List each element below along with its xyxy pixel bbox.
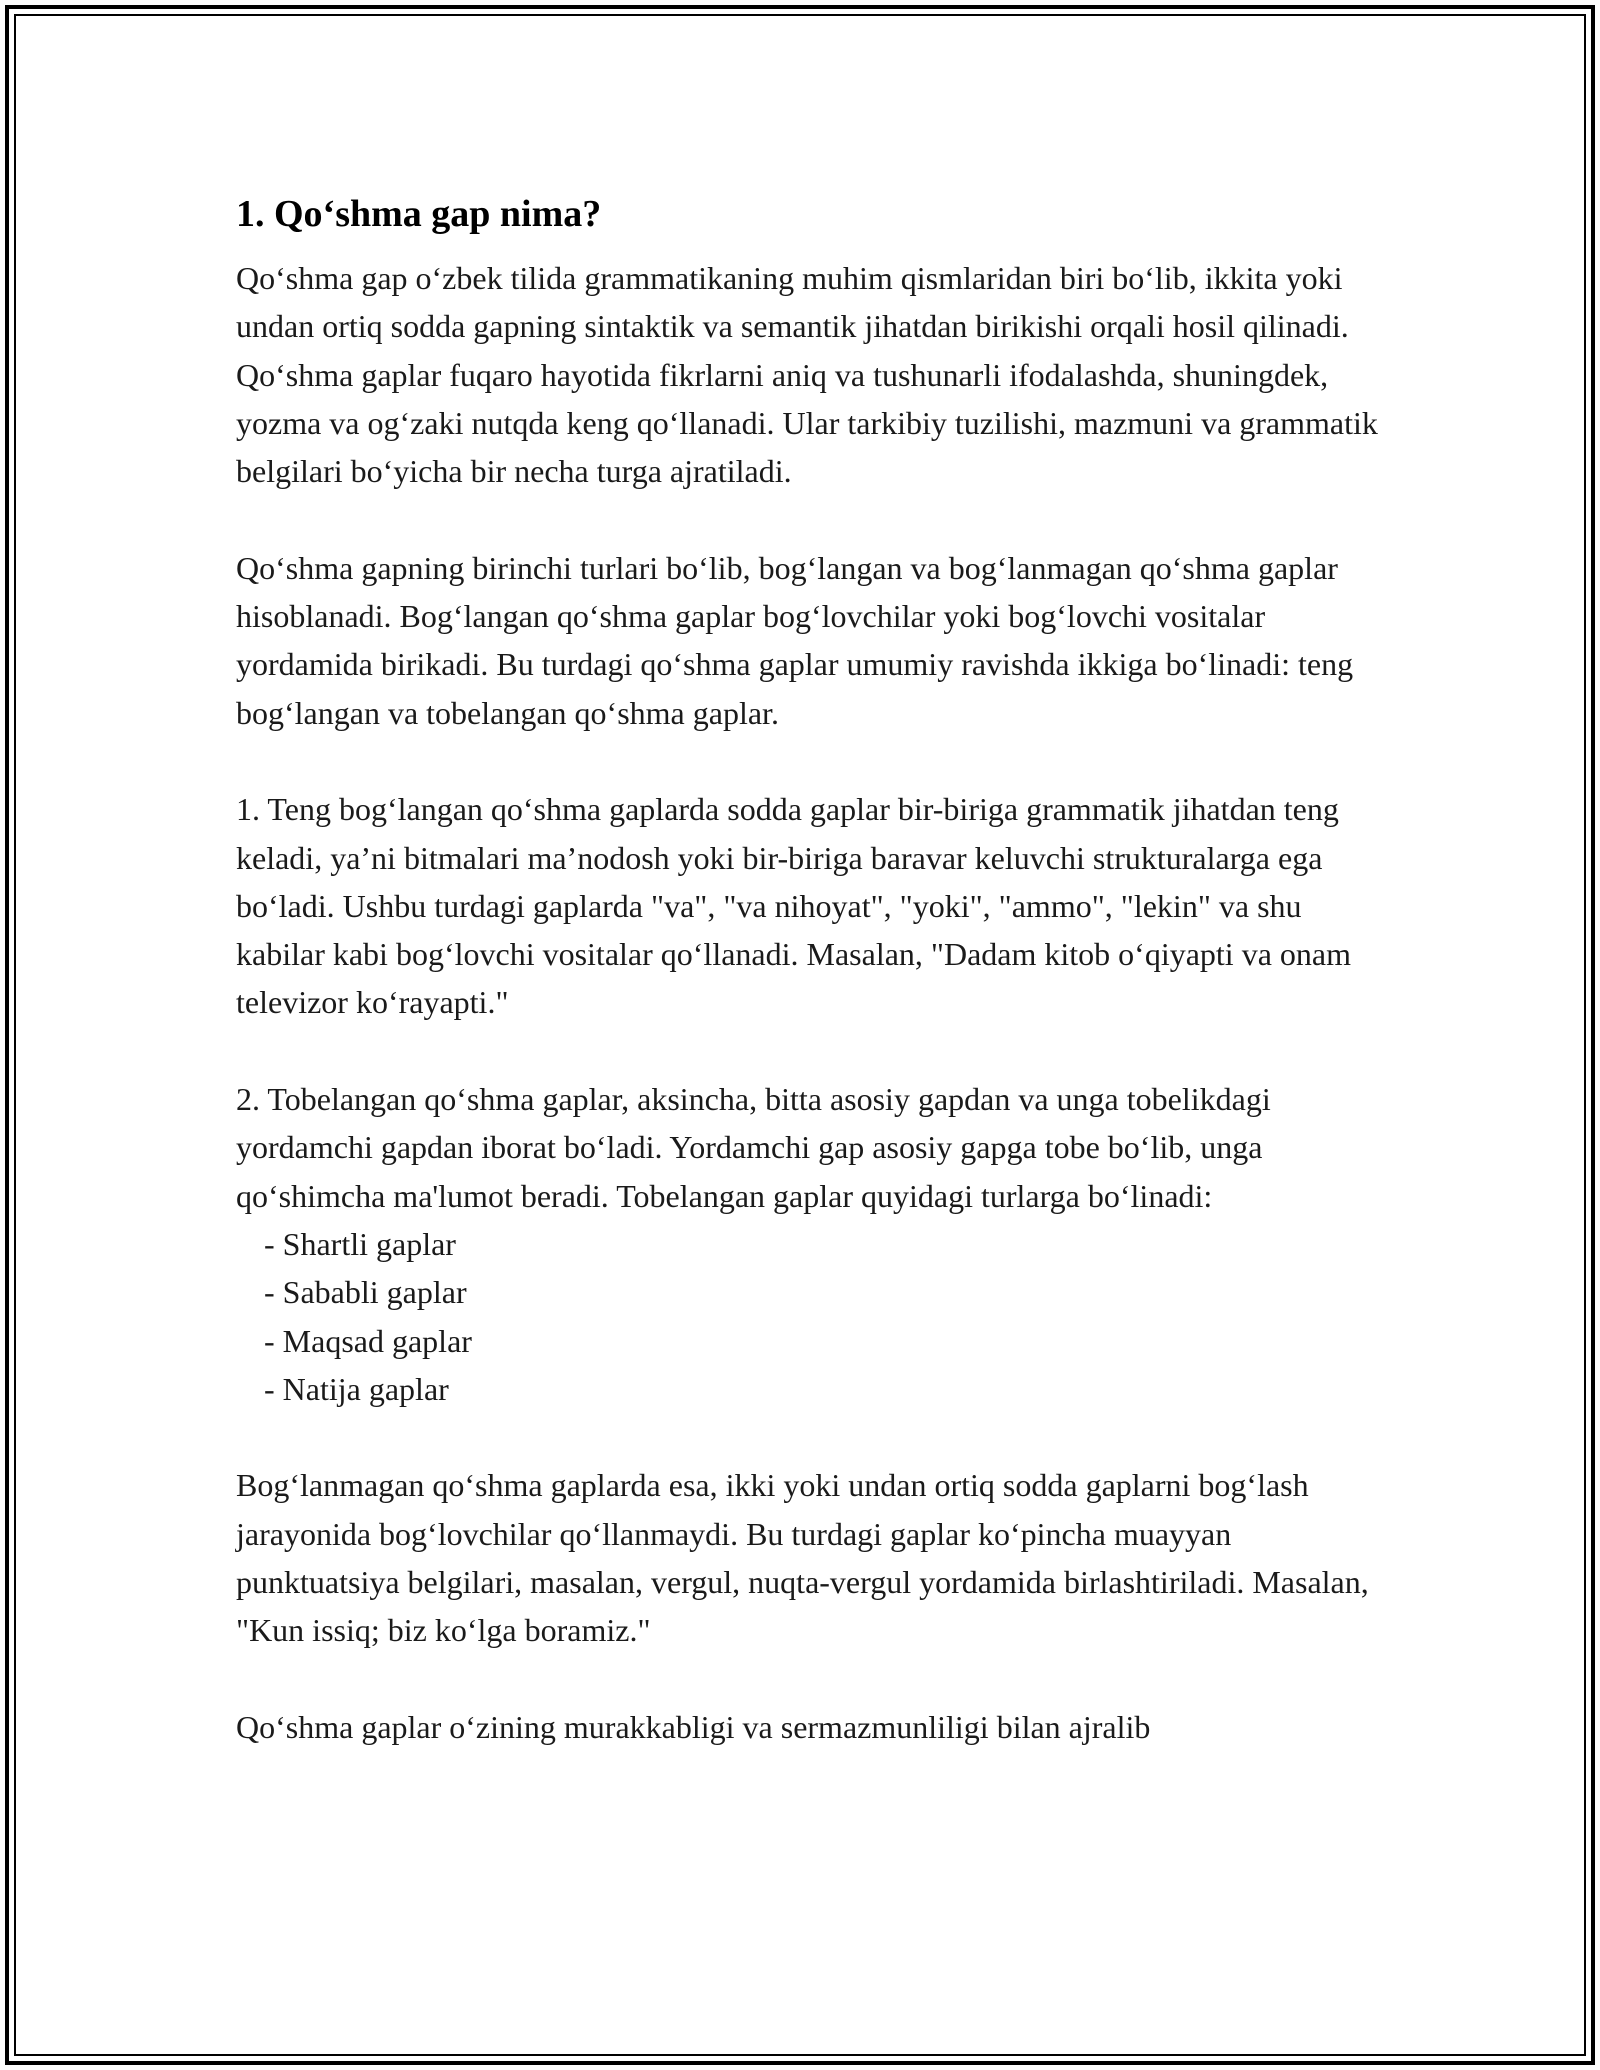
list-item: - Shartli gaplar <box>264 1225 456 1262</box>
paragraph-coordinate: 1. Teng bog‘langan qo‘shma gaplarda sodda gaplar bir-biriga grammatik jihatdan teng keladi, ya’ni bitmalari ma’nodosh yoki bir-biriga baravar keluvchi strukturalarga ega bo‘ladi. Ushbu turdagi gaplarda "va", "va nihoyat", "yoki", "ammo", "lekin" va shu kabilar kabi bog‘lovchi vositalar qo‘llanadi. Masalan, "Dadam kitob o‘qiyapti va onam televizor ko‘rayapti." <box>236 791 1351 1021</box>
section-heading: 1. Qo‘shma gap nima? <box>236 193 602 235</box>
paragraph-closing: Qo‘shma gaplar o‘zining murakkabligi va sermazmunliligi bilan ajralib <box>236 1708 1151 1745</box>
subordinate-types-list <box>236 1220 1386 1413</box>
paragraph-types: Qo‘shma gapning birinchi turlari bo‘lib, bog‘langan va bog‘lanmagan qo‘shma gaplar hisoblanadi. Bog‘langan qo‘shma gaplar bog‘lovchilar yoki bog‘lovchi vositalar yordamida birikadi. Bu turdagi qo‘shma gaplar umumiy ravishda ikkiga bo‘linadi: teng bog‘langan va tobelangan qo‘shma gaplar. <box>236 549 1354 731</box>
list-item: - Maqsad gaplar <box>264 1322 472 1359</box>
document-body <box>236 186 1386 1800</box>
paragraph-intro: Qo‘shma gap o‘zbek tilida grammatikaning muhim qismlaridan biri bo‘lib, ikkita yoki undan ortiq sodda gapning sintaktik va semantik jihatdan birikishi orqali hosil qilinadi. Qo‘shma gaplar fuqaro hayotida fikrlarni aniq va tushunarli ifodalashda, shuningdek, yozma va og‘zaki nutqda keng qo‘llanadi. Ular tarkibiy tuzilishi, mazmuni va grammatik belgilari bo‘yicha bir necha turga ajratiladi. <box>236 260 1378 490</box>
subordinate-block <box>236 1075 1386 1413</box>
paragraph-asyndetic: Bog‘lanmagan qo‘shma gaplarda esa, ikki yoki undan ortiq sodda gaplarni bog‘lash jarayonida bog‘lovchilar qo‘llanmaydi. Bu turdagi gaplar ko‘pincha muayyan punktuatsiya belgilari, masalan, vergul, nuqta-vergul yordamida birlashtiriladi. Masalan, "Kun issiq; biz ko‘lga boramiz." <box>236 1467 1369 1649</box>
list-item: - Natija gaplar <box>264 1370 449 1407</box>
list-item: - Sababli gaplar <box>264 1274 467 1311</box>
paragraph-subordinate: 2. Tobelangan qo‘shma gaplar, aksincha, bitta asosiy gapdan va unga tobelikdagi yordamchi gapdan iborat bo‘ladi. Yordamchi gap asosiy gapga tobe bo‘lib, unga qo‘shimcha ma'lumot beradi. Tobelangan gaplar quyidagi turlarga bo‘linadi: <box>236 1081 1271 1214</box>
